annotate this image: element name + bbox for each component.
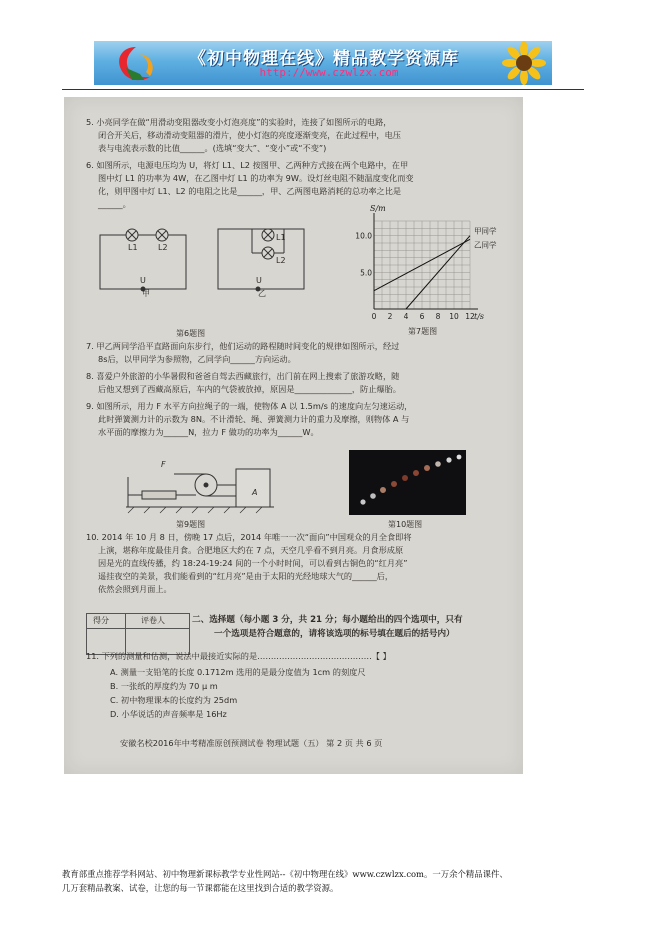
footer-line2: 几万套精品教案、试卷，让您的每一节课都能在这里找到合适的教学资源。 (62, 883, 339, 893)
circuit-jia-l2: L2 (158, 243, 168, 252)
q11-option-a: A. 测量一支铅笔的长度 0.1712m 选用的是最分度值为 1cm 的刻度尺 (110, 667, 366, 677)
scanned-exam-page (64, 97, 523, 774)
series-label-1: 甲同学 (474, 226, 497, 236)
circuit-yi-name: 乙 (258, 289, 266, 298)
q6-line1: 6. 如图所示，电源电压均为 U，将灯 L1、L2 按图甲、乙两种方式接在两个电路中，在甲 (86, 160, 409, 170)
q10-line1: 10. 2014 年 10 月 8 日，傍晚 17 点后，2014 年唯一一次“面向”中国观众的月全食即将 (86, 532, 412, 542)
circuit-jia-source: U (140, 276, 146, 285)
x-tick-label: 6 (419, 312, 425, 321)
fig9-force-label: F (161, 460, 166, 469)
fig9-block-label: A (252, 488, 258, 497)
fig9-caption: 第9题图 (176, 520, 206, 529)
circuit-yi-source: U (256, 276, 262, 285)
q6-line4: ______。 (98, 199, 131, 209)
header-rule (62, 89, 584, 90)
x-tick-label: 0 (371, 312, 377, 321)
score-label: 得分 (93, 616, 109, 625)
banner-url[interactable]: http://www.czwlzx.com (259, 66, 399, 79)
circuit-jia-name: 甲 (142, 289, 150, 298)
site-logo (110, 44, 162, 82)
circuit-yi-l1: L1 (276, 233, 286, 242)
q11-option-b: B. 一张纸的厚度约为 70 μ m (110, 681, 218, 691)
q11-stem: 11. 下列的测量和估测，说法中最接近实际的是……………………………………【 】 (86, 651, 391, 661)
fig7-caption: 第7题图 (408, 327, 438, 336)
q11-option-d: D. 小华说话的声音频率是 16Hz (110, 709, 227, 719)
q10-line4: 遥挂夜空的美景，我们能看到的“红月亮”是由于太阳的光经地球大气的______后， (98, 571, 394, 581)
fig9-pulley-diagram (124, 457, 280, 515)
y-tick-label: 5.0 (360, 268, 372, 278)
fig10-caption: 第10题图 (388, 520, 423, 529)
section2-line2: 一个选项是符合题意的，请将该选项的标号填在题后的括号内） (214, 629, 455, 639)
x-tick-label: 12 (465, 312, 475, 321)
fig7-chart (352, 204, 502, 341)
banner-title: 《初中物理在线》精品教学资源库 (189, 49, 459, 69)
x-tick-label: 2 (387, 312, 393, 321)
q11-option-c: C. 初中物理课本的长度约为 25dm (110, 695, 238, 705)
circuit-yi-l2: L2 (276, 256, 286, 265)
y-axis-label: S/m (370, 204, 386, 213)
x-tick-label: 8 (435, 312, 441, 321)
x-tick-label: 10 (449, 312, 459, 321)
q9-line2: 此时弹簧测力计的示数为 8N。不计滑轮、绳、弹簧测力计的重力及摩擦，则物体 A 与 (98, 414, 410, 424)
grader-label: 评卷人 (141, 616, 165, 625)
exam-page-footer: 安徽名校2016年中考精准原创预测试卷 物理试题（五） 第 2 页 共 6 页 (120, 738, 383, 748)
y-tick-label: 10.0 (355, 231, 372, 241)
circuit-jia-l1: L1 (128, 243, 138, 252)
q5-line2: 闭合开关后，移动滑动变阻器的滑片，使小灯泡的亮度逐渐变亮，在此过程中，电压 (98, 130, 401, 140)
q6-line3: 化，则甲图中灯 L1、L2 的电阻之比是______，甲、乙两图电路消耗的总功率之比是 (98, 186, 402, 196)
section2-line1: 二、选择题（每小题 3 分，共 21 分；每小题给出的四个选项中，只有 (192, 615, 463, 625)
q9-line3: 水平面的摩擦力为______N，拉力 F 做功的功率为______W。 (98, 427, 319, 437)
sunflower-icon (494, 41, 552, 85)
q10-line2: 上演，堪称年度最佳月食。合肥地区大约在 7 点，天空几乎看不到月亮。月食形成原 (98, 545, 404, 555)
q9-line1: 9. 如图所示，用力 F 水平方向拉绳子的一端，使物体 A 以 1.5m/s 的速度向左匀速运动， (86, 401, 413, 411)
q8-line2: 后他又想到了西藏高原后，车内的气袋被放掉，原因是______________，防止爆胎。 (98, 384, 401, 394)
q5-line3: 表与电流表示数的比值______。(选填“变大”、“变小”或“不变”) (98, 143, 327, 153)
q5-line1: 5. 小亮同学在做“用滑动变阻器改变小灯泡亮度”的实验时，连接了如图所示的电路， (86, 117, 392, 127)
q7-line2: 8s后，以甲同学为参照物，乙同学向______方向运动。 (98, 354, 296, 364)
score-table (86, 613, 190, 655)
q10-line3: 因是光的直线传播，约 18:24-19:24 间的一个小时时间，可以看到古铜色的“红月亮” (98, 558, 408, 568)
series-label-2: 乙同学 (474, 240, 497, 250)
footer-line1: 教育部重点推荐学科网站、初中物理新课标教学专业性网站--《初中物理在线》www.czwlzx.com。一万余个精品课件、 (62, 869, 508, 879)
q8-line1: 8. 喜爱户外旅游的小华暑假和爸爸自驾去西藏旅行，出门前在网上搜索了旅游攻略，随 (86, 371, 400, 381)
x-axis-label: t/s (474, 312, 485, 321)
header-banner (94, 41, 552, 85)
document-footer (62, 867, 602, 895)
q6-line2: 图中灯 L1 的功率为 4W，在乙图中灯 L1 的功率为 9W。设灯丝电阻不随温度变化而变 (98, 173, 414, 183)
q7-line1: 7. 甲乙两同学沿平直路面向东步行，他们运动的路程随时间变化的规律如图所示，经过 (86, 341, 400, 351)
fig6-caption: 第6题图 (176, 329, 206, 338)
fig10-lunar-eclipse-photo (349, 450, 466, 515)
x-tick-label: 4 (403, 312, 409, 321)
q10-line5: 依然会照到月面上。 (98, 584, 172, 594)
